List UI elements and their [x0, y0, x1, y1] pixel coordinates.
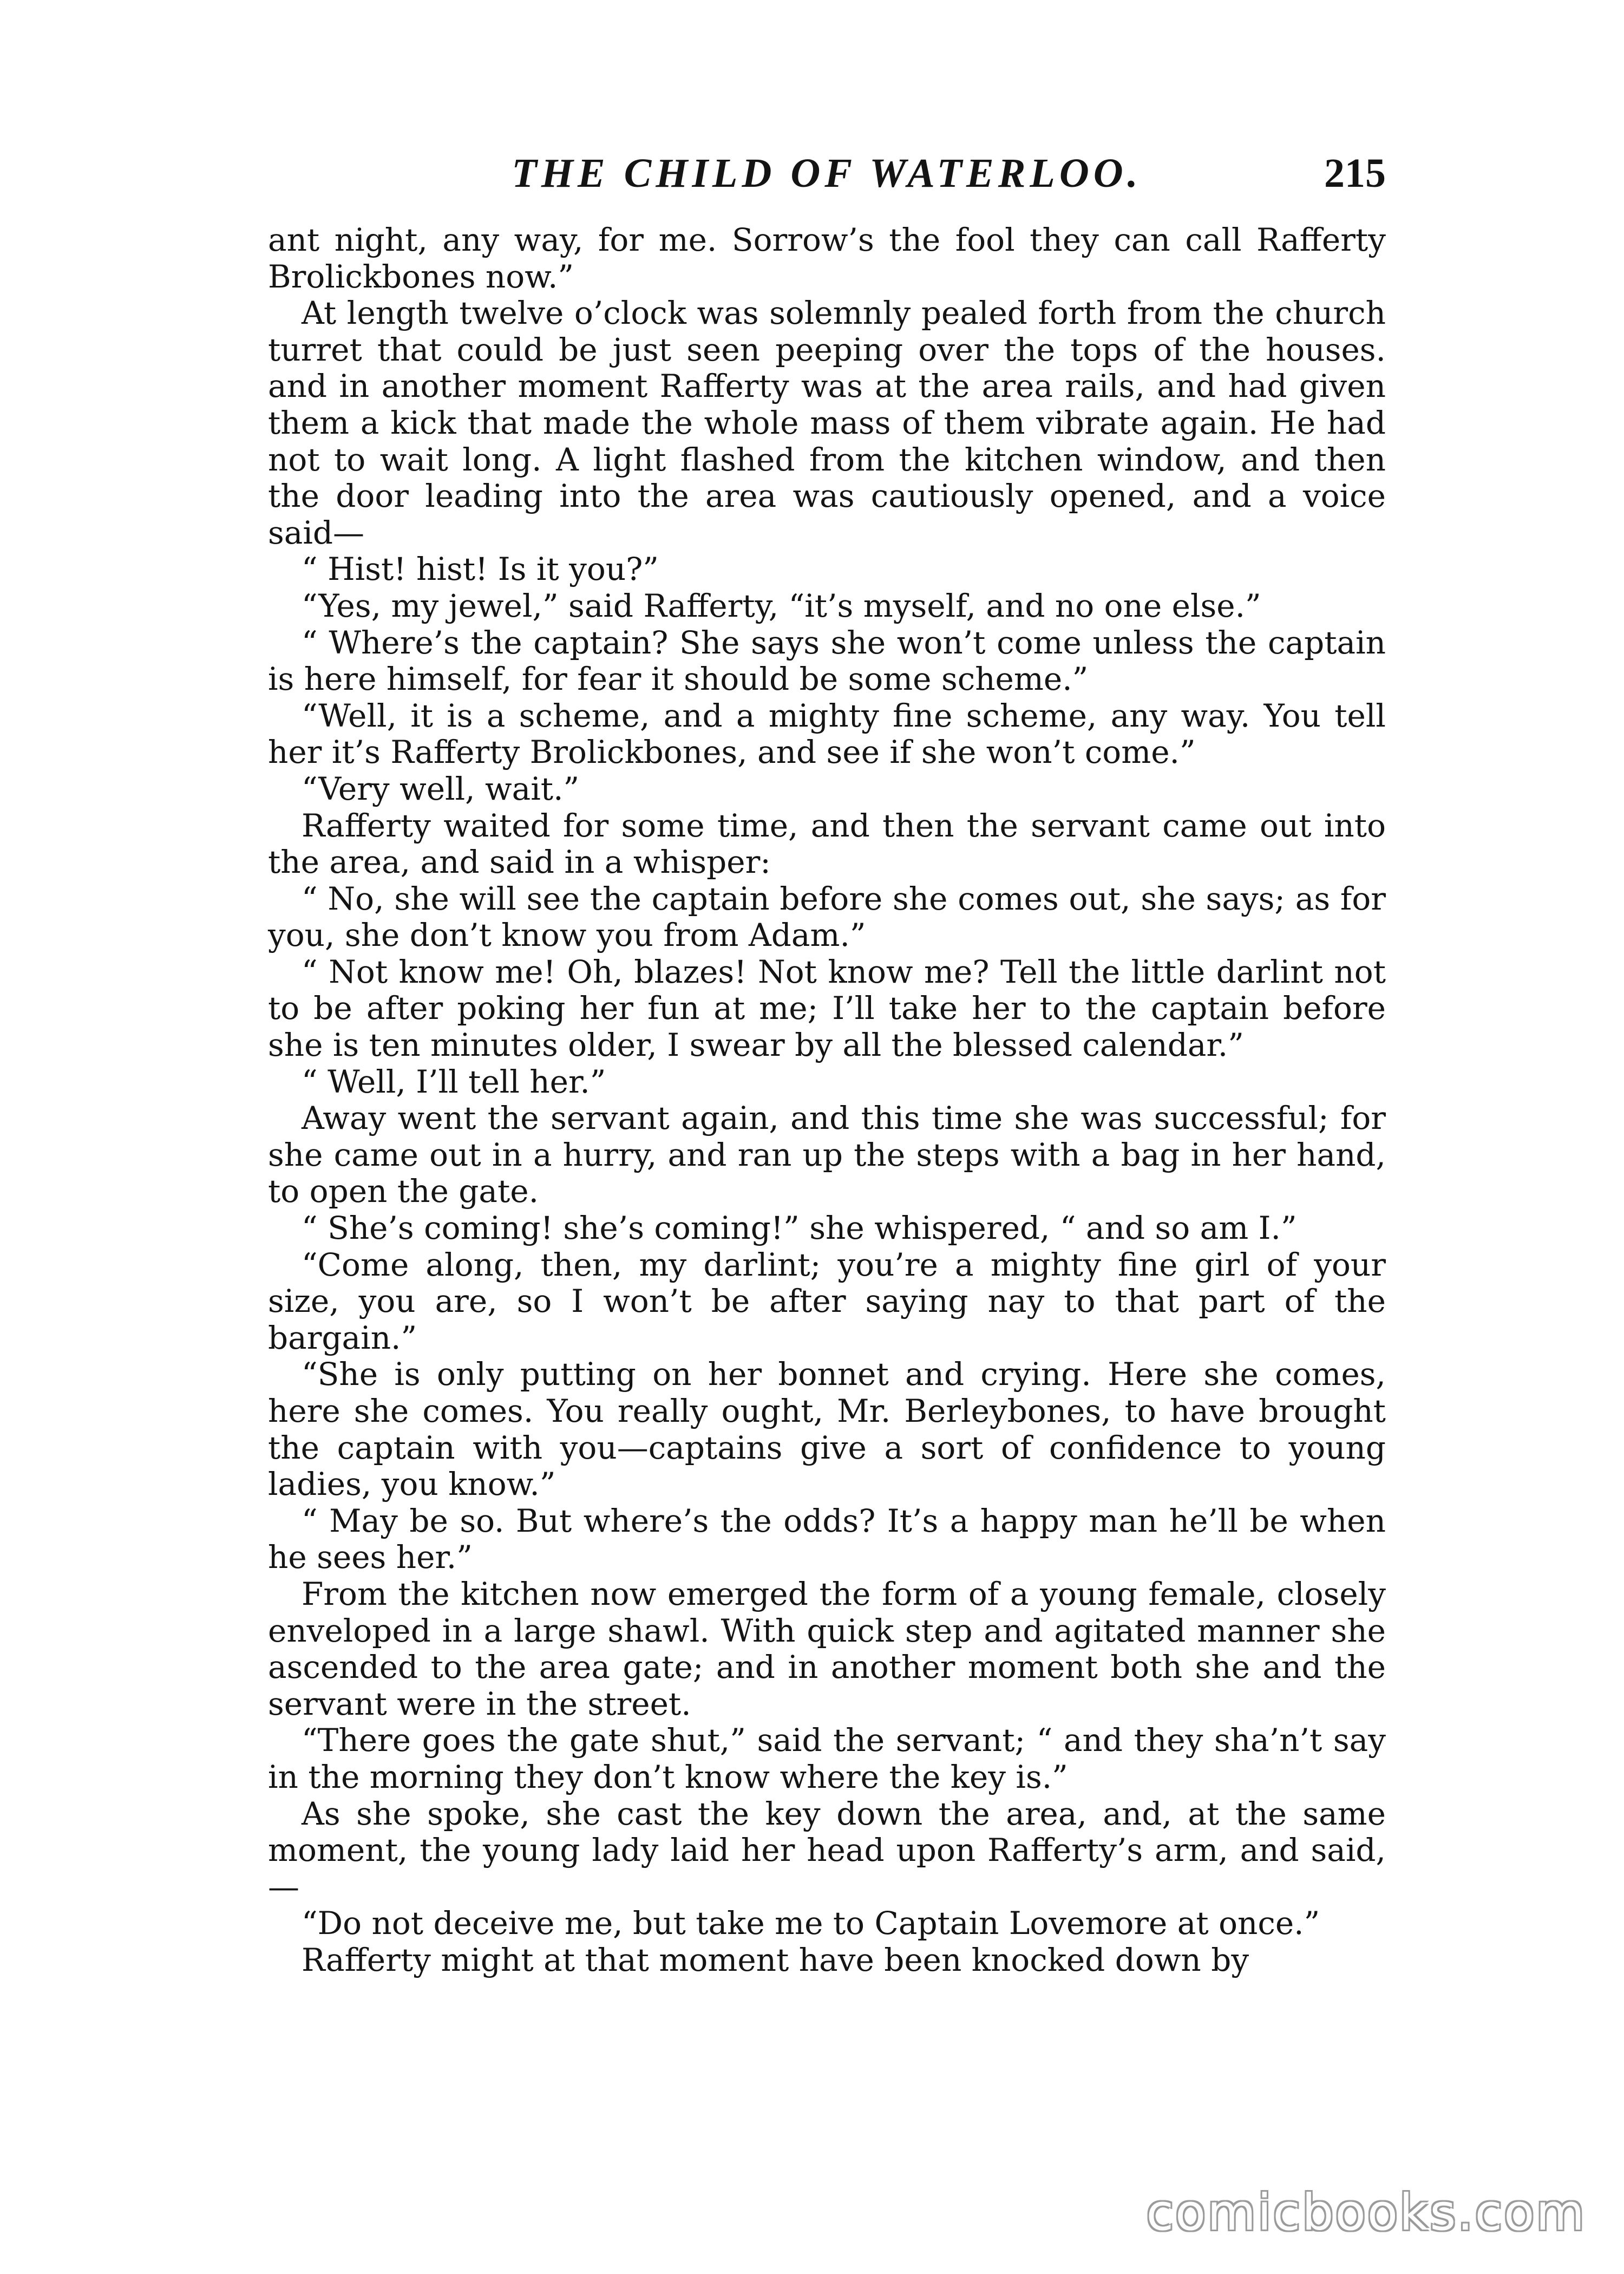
paragraph: ant night, any way, for me. Sorrow’s the fool they can call Rafferty Brolickbones now.”: [268, 221, 1386, 295]
paragraph: “Yes, my jewel,” said Rafferty, “it’s myself, and no one else.”: [302, 587, 1261, 624]
body-text: [268, 222, 1386, 1979]
paragraph: “ No, she will see the captain before she comes out, she says; as for you, she don’t know you from Adam.”: [268, 880, 1386, 954]
paragraph: “She is only putting on her bonnet and crying. Here she comes, here she comes. You really ought, Mr. Berleybones, to have brought the captain with you—captains give a sort of confidence to young ladies, you know.”: [268, 1356, 1386, 1503]
paragraph: “Well, it is a scheme, and a mighty fine scheme, any way. You tell her it’s Rafferty Brolickbones, and see if she won’t come.”: [268, 697, 1386, 771]
page-number: 215: [1324, 151, 1386, 196]
paragraph: As she spoke, she cast the key down the area, and, at the same moment, the young lady laid her head upon Rafferty’s arm, and said,—: [268, 1795, 1386, 1905]
paragraph: “ Where’s the captain? She says she won’t come unless the captain is here himself, for fear it should be some scheme.”: [268, 624, 1386, 698]
paragraph: “ Not know me! Oh, blazes! Not know me? Tell the little darlint not to be after poking her fun at me; I’ll take her to the captain before she is ten minutes older, I swear by all the blessed calendar.”: [268, 953, 1386, 1064]
paragraph: “There goes the gate shut,” said the servant; “ and they sha’n’t say in the morning they don’t know where the key is.”: [268, 1722, 1386, 1795]
paragraph: “ Hist! hist! Is it you?”: [302, 551, 659, 588]
paragraph: Rafferty waited for some time, and then the servant came out into the area, and said in a whisper:: [268, 807, 1386, 881]
paragraph: Rafferty might at that moment have been knocked down by: [302, 1941, 1249, 1978]
paragraph: “Come along, then, my darlint; you’re a mighty fine girl of your size, you are, so I won’t be after saying nay to that part of the bargain.”: [268, 1246, 1386, 1356]
paragraph: From the kitchen now emerged the form of a young female, closely enveloped in a large shawl. With quick step and agitated manner she ascended to the area gate; and in another moment both she and the servant were in the street.: [268, 1575, 1386, 1722]
watermark: comicbooks.com: [1146, 2184, 1586, 2242]
running-title: THE CHILD OF WATERLOO.: [512, 151, 1142, 196]
page-header: [268, 146, 1386, 200]
paragraph: “Very well, wait.”: [302, 770, 580, 807]
paragraph: “ Well, I’ll tell her.”: [302, 1063, 606, 1100]
paragraph: “ May be so. But where’s the odds? It’s a happy man he’ll be when he sees her.”: [268, 1502, 1386, 1576]
paragraph: “Do not deceive me, but take me to Captain Lovemore at once.”: [302, 1905, 1320, 1942]
paragraph: At length twelve o’clock was solemnly pealed forth from the church turret that could be just seen peeping over the tops of the houses. and in another moment Rafferty was at the area rails, and had given them a kick that made the whole mass of them vibrate again. He had not to wait long. A light flashed from the kitchen window, and then the door leading into the area was cautiously opened, and a voice said—: [268, 295, 1386, 551]
paragraph: “ She’s coming! she’s coming!” she whispered, “ and so am I.”: [302, 1210, 1297, 1247]
paragraph: Away went the servant again, and this time she was successful; for she came out in a hurry, and ran up the steps with a bag in her hand, to open the gate.: [268, 1100, 1386, 1210]
